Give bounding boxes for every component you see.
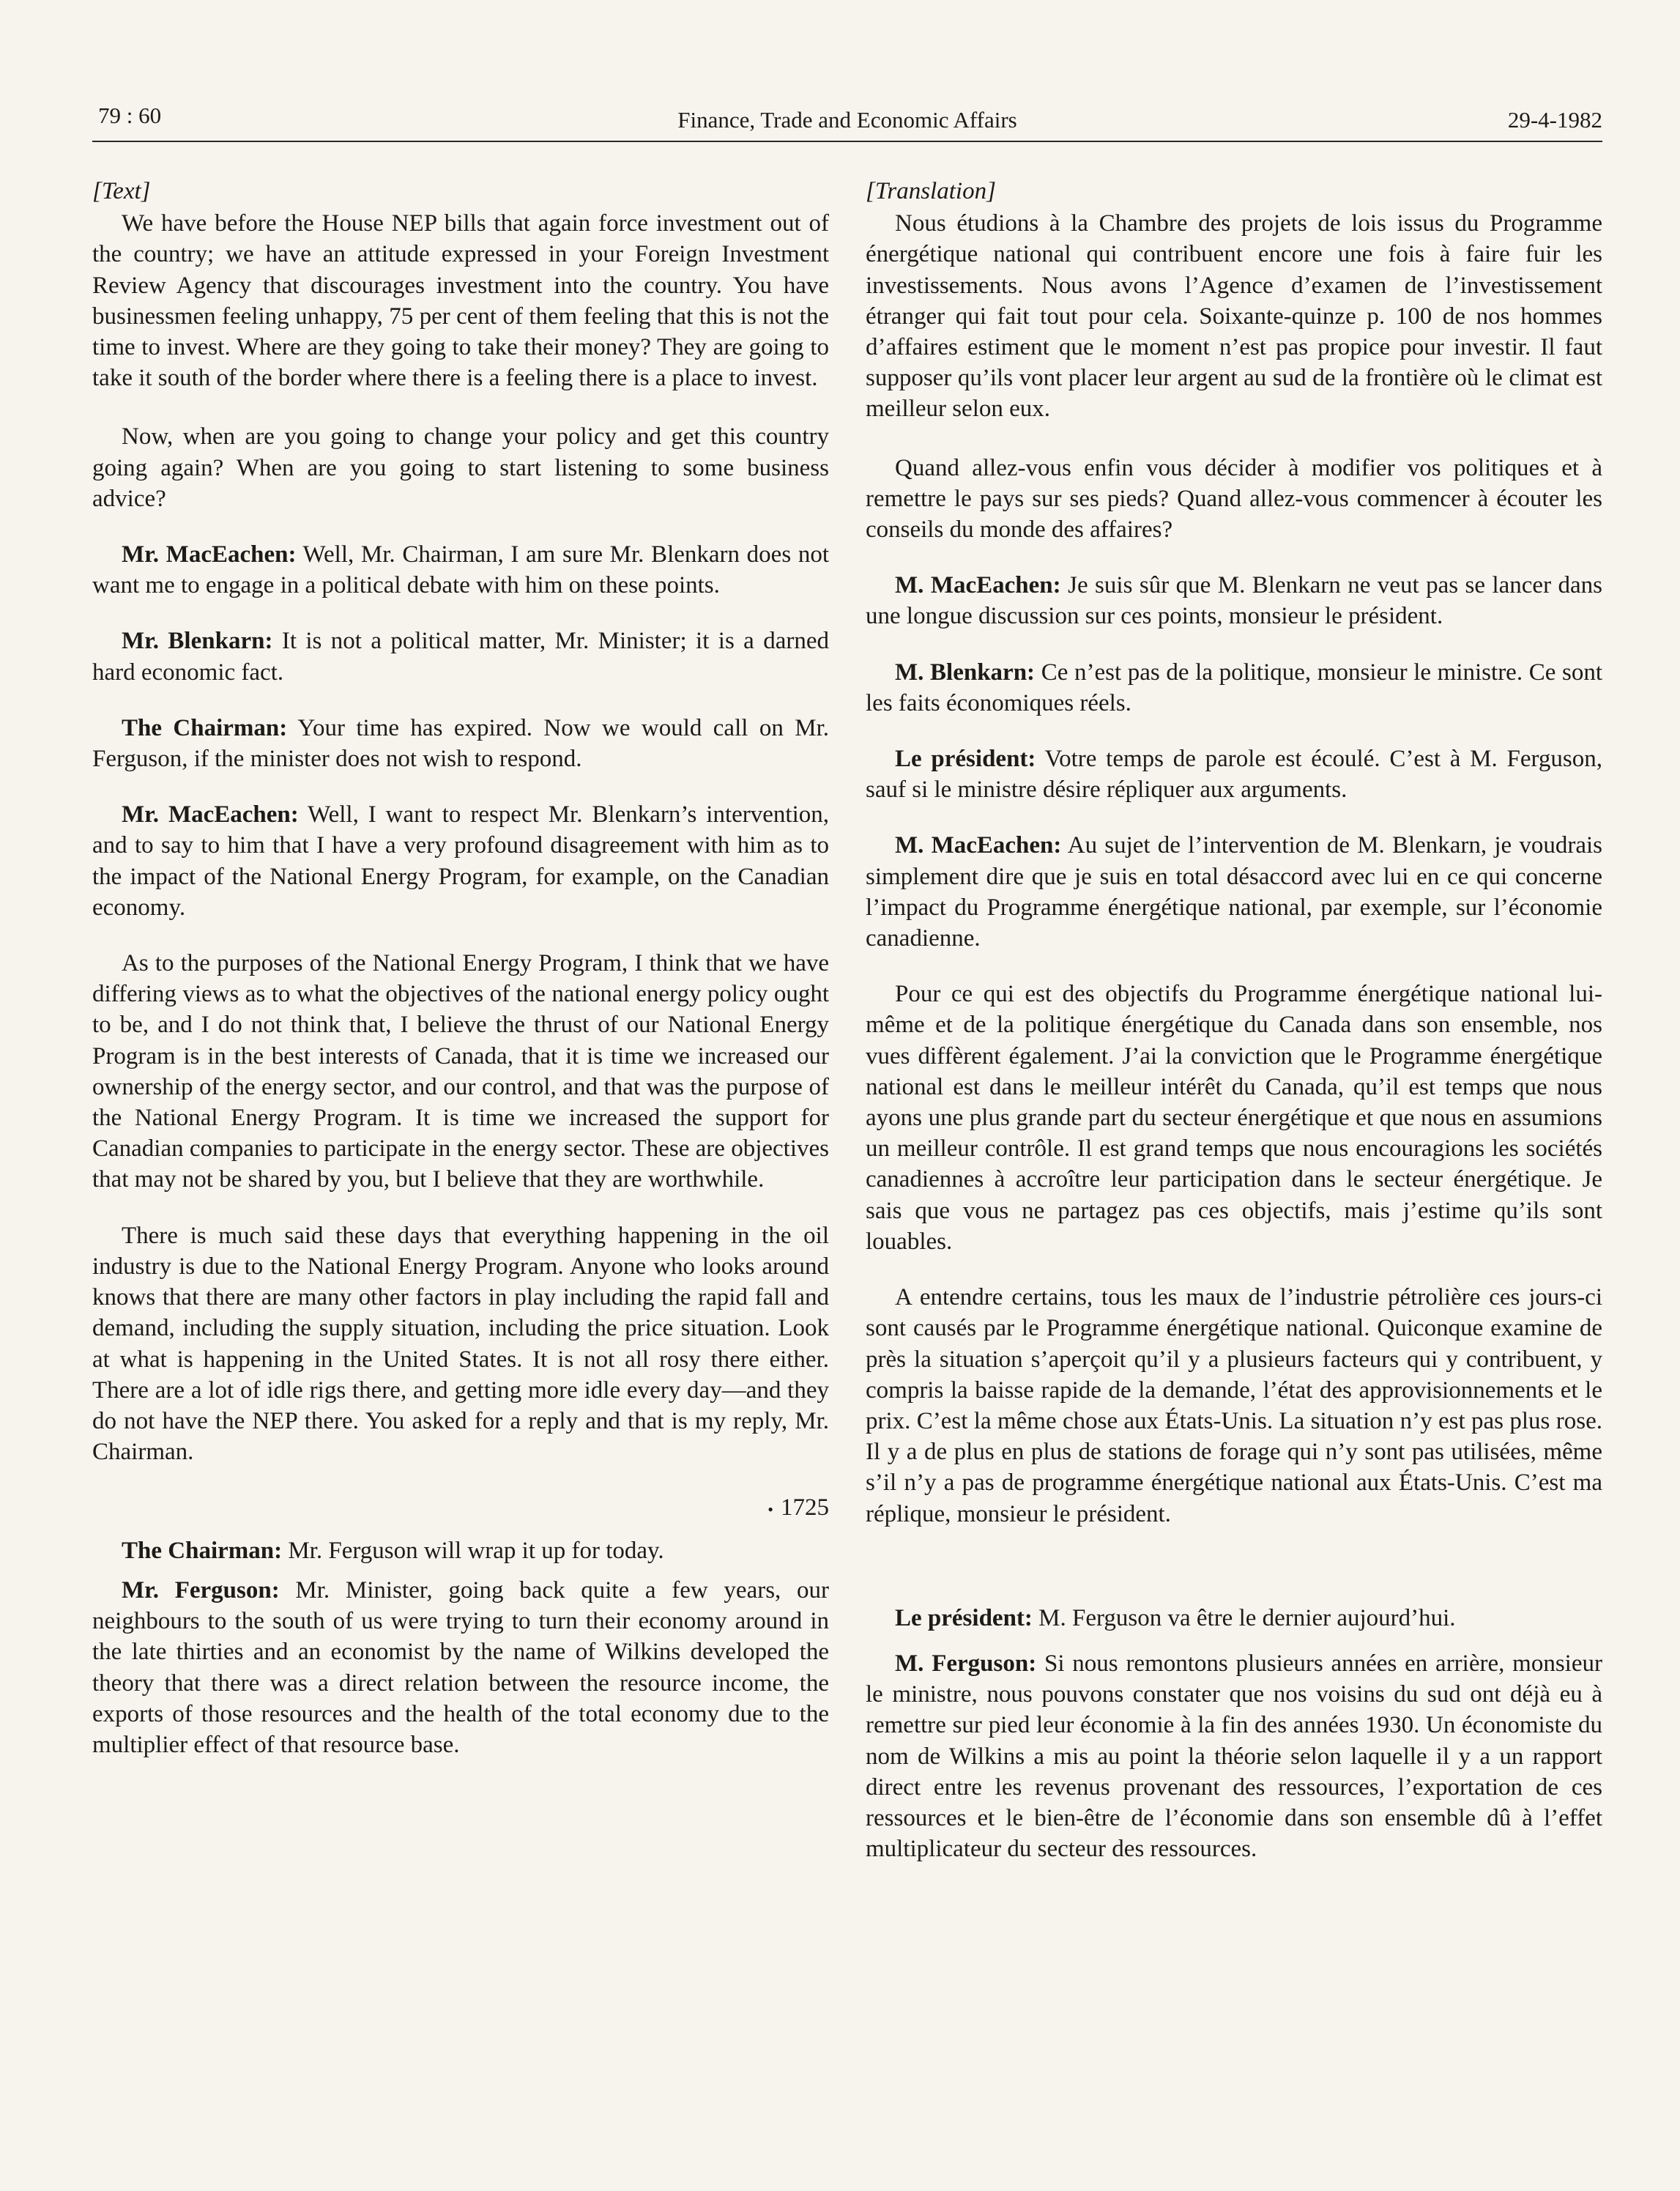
paragraph: A entendre certains, tous les maux de l’industrie pétrolière ces jours-ci sont causés par le Programme énergétique national. Quiconque examine de près la situation s’aperçoit qu’il y a plusieurs facteurs qui y contribuent, y compris la baisse rapide de la demande, l’état des approvisionnements et le prix. C’est la même chose aux États-Unis. La situation n’y est pas plus rose. Il y a de plus en plus de stations de forage qui n’y sont pas utilisées, même s’il n’y a pas de programme énergétique national aux États-Unis. C’est ma réplique, monsieur le président. <box>866 1284 1602 1527</box>
speech-text: Well, Mr. Chairman, I am sure Mr. Blenkarn does not want me to engage in a political debate with him on these points. <box>92 541 829 599</box>
paragraph: We have before the House NEP bills that again force investment out of the country; we have an attitude expressed in your Foreign Investment Review Agency that discourages investment into the country. You have businessmen feeling unhappy, 75 per cent of them feeling that this is not the time to invest. Where are they going to take their money? They are going to take it south of the border where there is a feeling there is a place to invest. <box>92 210 829 392</box>
paragraph <box>866 830 1602 954</box>
paragraph: Now, when are you going to change your policy and get this country going again? When are you going to start listening to some business advice? <box>92 423 829 512</box>
paragraph <box>92 539 829 601</box>
paragraph <box>866 570 1602 631</box>
paragraph: There is much said these days that everything happening in the oil industry is due to the National Energy Program. Anyone who looks around knows that there are many other factors in play including the rapid fall and demand, including the supply situation, including the price situation. Look at what is happening in the United States. It is not all rosy there either. There are a lot of idle rigs there, and getting more idle every day—and they do not have the NEP there. You asked for a reply and that is my reply, Mr. Chairman. <box>92 1222 829 1466</box>
speaker-name: The Chairman: <box>122 714 288 741</box>
speaker-name: Le président: <box>895 1604 1033 1631</box>
speech-text: M. Ferguson va être le dernier aujourd’hui. <box>1032 1604 1456 1631</box>
speaker-name: Mr. MacEachen: <box>122 541 297 568</box>
speaker-name: M. Ferguson: <box>895 1650 1037 1677</box>
time-stamp: 1725 <box>781 1494 829 1521</box>
speech-text: Your time has expired. Now we would call on Mr. Ferguson, if the minister does not wish to respond. <box>92 714 829 773</box>
speech-text: Well, I want to respect Mr. Blenkarn’s intervention, and to say to him that I have a very profound disagreement with him as to the impact of the National Energy Program, for example, on the Canadian economy. <box>92 801 829 921</box>
paragraph <box>92 626 829 687</box>
speech-text: Je suis sûr que M. Blenkarn ne veut pas se lancer dans une longue discussion sur ces points, monsieur le président. <box>866 572 1602 630</box>
paragraph <box>92 713 829 774</box>
paragraph <box>92 1535 829 1566</box>
text-label: [Text] <box>92 178 151 204</box>
translation-label: [Translation] <box>866 178 996 204</box>
speech-text: Votre temps de parole est écoulé. C’est à M. Ferguson, sauf si le ministre désire répliquer aux arguments. <box>866 746 1602 804</box>
paragraph: Quand allez-vous enfin vous décider à modifier vos politiques et à remettre le pays sur ses pieds? Quand allez-vous commencer à écouter les conseils du monde des affaires? <box>866 454 1602 544</box>
time-marker <box>92 1492 829 1525</box>
speaker-name: M. MacEachen: <box>895 832 1062 859</box>
paragraph <box>866 1648 1602 1864</box>
english-column <box>92 176 829 1785</box>
speech-text: Si nous remontons plusieurs années en arrière, monsieur le ministre, nous pouvons constater que nos voisins du sud ont déjà eu à remettre sur pied leur économie à la fin des années 1930. Un économiste du nom de Wilkins a mis au point la théorie selon laquelle il y a un rapport direct entre les revenus provenant des ressources, l’exportation de ces ressources et le bien-être de l’économie dans son ensemble dû à l’effet multiplicateur du secteur des ressources. <box>866 1650 1602 1863</box>
speech-text: Mr. Ferguson will wrap it up for today. <box>282 1537 664 1564</box>
paragraph: As to the purposes of the National Energy Program, I think that we have differing views as to what the objectives of the national energy policy ought to be, and I do not think that, I believe the thrust of our National Energy Program is in the best interests of Canada, that it is time we increased our ownership of the energy sector, and our control, and that was the purpose of the National Energy Program. It is time we increased the support for Canadian companies to participate in the energy sector. These are objectives that may not be shared by you, but I believe that they are worthwhile. <box>92 950 829 1193</box>
french-column <box>866 176 1602 1889</box>
speaker-name: Mr. Ferguson: <box>122 1577 280 1604</box>
speech-text: It is not a political matter, Mr. Minister; it is a darned hard economic fact. <box>92 628 829 686</box>
speech-text: Au sujet de l’intervention de M. Blenkarn, je voudrais simplement dire que je suis en total désaccord avec lui en ce qui concerne l’impact du Programme énergétique national, par exemple, sur l’économie canadienne. <box>866 832 1602 952</box>
paragraph <box>866 1603 1602 1634</box>
speech-text: Mr. Minister, going back quite a few years, our neighbours to the south of us were trying to turn their economy around in the late thirties and an economist by the name of Wilkins developed the theory that there was a direct relation between the resource income, the exports of those resources and the health of the total economy due to the multiplier effect of that resource base. <box>92 1577 829 1759</box>
paragraph: Pour ce qui est des objectifs du Programme énergétique national lui-même et de la politique énergétique du Canada dans son ensemble, nos vues diffèrent également. J’ai la conviction que le Programme énergétique national est dans le meilleur intérêt du Canada, qu’il est temps que nous ayons une plus grande part du secteur énergétique et que nous en assumions un meilleur contrôle. Il est grand temps que nous encouragions les sociétés canadiennes à accroître leur participation dans le secteur énergétique. Je sais que vous ne partagez pas ces objectifs, mais j’estime qu’ils sont louables. <box>866 981 1602 1255</box>
speaker-name: M. MacEachen: <box>895 572 1061 599</box>
paragraph <box>92 1575 829 1760</box>
running-title: Finance, Trade and Economic Affairs <box>677 107 1017 133</box>
paragraph <box>866 744 1602 805</box>
paragraph <box>92 799 829 923</box>
page-number: 79 : 60 <box>98 103 162 128</box>
speaker-name: Le président: <box>895 746 1036 773</box>
speech-text: Ce n’est pas de la politique, monsieur le ministre. Ce sont les faits économiques réels. <box>866 659 1603 716</box>
page-date: 29-4-1982 <box>1507 107 1602 133</box>
speaker-name: The Chairman: <box>122 1537 283 1564</box>
paragraph <box>866 657 1602 719</box>
page-header <box>92 103 1602 142</box>
speaker-name: M. Blenkarn: <box>895 659 1036 686</box>
speaker-name: Mr. MacEachen: <box>122 801 299 828</box>
speaker-name: Mr. Blenkarn: <box>122 628 273 655</box>
paragraph: Nous étudions à la Chambre des projets de lois issus du Programme énergétique national qui contribuent encore une fois à faire fuir les investissements. Nous avons l’Agence d’examen de l’investissement étranger qui fait tout pour cela. Soixante-quinze p. 100 de nos hommes d’affaires estiment que le moment n’est pas propice pour investir. Il faut supposer qu’ils vont placer leur argent au sud de la frontière où le climat est meilleur selon eux. <box>866 210 1602 423</box>
bullet-icon: • <box>767 1499 773 1519</box>
